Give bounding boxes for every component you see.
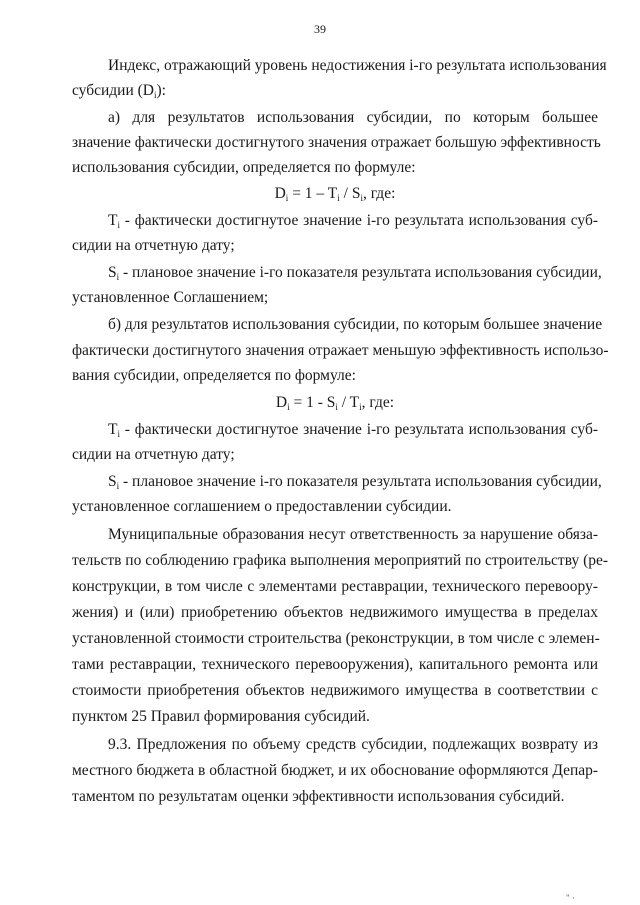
paragraph-line: установленное соглашением о предоставлении субсидии. [72,498,452,515]
paragraph-line: таментом по результатам оценки эффективности использования субсидий. [72,788,565,805]
paragraph-line: $S_i$ - плановое значение i-го показателя результата использования субсидии, [108,264,602,282]
paragraph-line: субсидии $(D_i)$: [72,82,166,100]
paragraph-line: фактически достигнутого значения отражает меньшую эффективность использо- [72,342,609,359]
page-number: 39 [314,22,326,36]
paragraph-line: местного бюджета в областной бюджет, и их обоснование оформляются Депар- [72,762,599,779]
paragraph-line: тельств по соблюдению графика выполнения мероприятий по строительству (ре- [72,552,609,569]
paragraph-line: использования субсидии, определяется по формуле: [72,159,416,176]
paragraph-line: установленной стоимости строительства (реконструкции, в том числе с элемен- [72,630,600,647]
paragraph-line: $S_i$ - плановое значение i-го показателя результата использования субсидии, [108,473,602,491]
paragraph-line: конструкции, в том числе с элементами реставрации, технического перевоору- [72,578,598,595]
formula-2: $D_i = 1 - S_i / T_i$, где: [275,394,395,412]
paragraph-line: Индекс, отражающий уровень недостижения i-го результата использования [108,57,607,74]
paragraph-line: жения) и (или) приобретению объектов недвижимого имущества в пределах [72,604,598,621]
corner-mark: " · [566,893,575,903]
paragraph-line: Муниципальные образования несут ответственность за нарушение обяза- [108,526,598,543]
paragraph-line: $T_i$ - фактически достигнутое значение i-го результата использования суб- [108,212,598,230]
paragraph-line: 9.3. Предложения по объему средств субсидии, подлежащих возврату из [108,736,598,753]
paragraph-line: сидии на отчетную дату; [72,446,235,463]
formula-1: $D_i = 1 - T_i / S_i$, где: [274,185,396,203]
paragraph-line: $T_i$ - фактически достигнутое значение i-го результата использования суб- [108,421,598,439]
paragraph-line: установленное Соглашением; [72,289,269,306]
paragraph-line: тами реставрации, технического перевооружения), капитального ремонта или [72,656,598,673]
paragraph-line: б) для результатов использования субсидии, по которым большее значение [108,316,603,333]
paragraph-line: сидии на отчетную дату; [72,237,235,254]
paragraph-line: а) для результатов использования субсидии, по которым большее [108,109,598,126]
paragraph-line: значение фактически достигнутого значения отражает большую эффективность [72,134,601,151]
paragraph-line: вания субсидии, определяется по формуле: [72,367,356,384]
paragraph-line: стоимости приобретения объектов недвижимого имущества в соответствии с [72,682,598,699]
paragraph-line: пунктом 25 Правил формирования субсидий. [72,708,370,725]
